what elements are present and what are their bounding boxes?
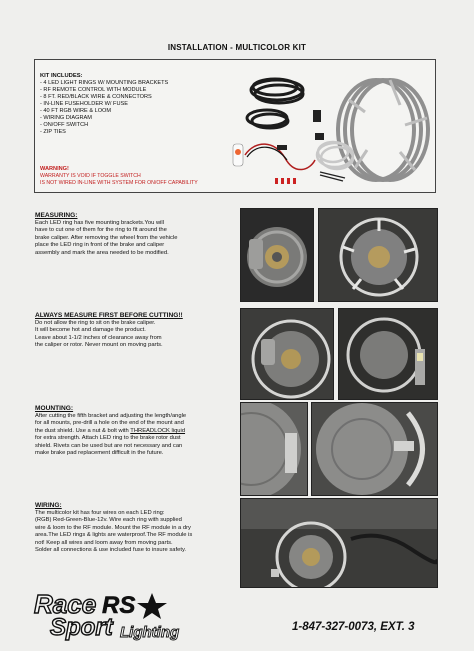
text-line: shield. Rivets can be used but are not necessary and can xyxy=(35,442,183,449)
kit-item: - RF REMOTE CONTROL WITH MODULE xyxy=(40,87,147,93)
kit-item: - IN-LINE FUSEHOLDER W/ FUSE xyxy=(40,101,128,107)
measuring-section xyxy=(35,212,235,257)
text-line: It will become hot and damage the product. xyxy=(35,327,146,334)
text-line: The multicolor kit has four wires on each LED ring: xyxy=(35,510,165,516)
text-line: brake caliper. After removing the wheel from the vehicle xyxy=(35,234,178,241)
logo-rs: RS xyxy=(102,592,136,619)
kit-product-photo xyxy=(215,60,433,190)
logo-sport: Sport xyxy=(50,614,113,641)
warning-line: WARRANTY IS VOID IF TOGGLE SWITCH xyxy=(40,173,141,179)
measure-first-text xyxy=(35,320,235,350)
text-fragment: the dust shield. Use a nut & bolt with xyxy=(35,427,131,434)
text-line: (RGB) Red-Green-Blue-12v. Wire each ring with supplied xyxy=(35,517,182,524)
kit-item: - ZIP TIES xyxy=(40,129,66,135)
threadlock-text: THREADLOCK liquid xyxy=(130,427,186,434)
mounting-heading: MOUNTING: xyxy=(35,405,74,412)
text-line: for all mounts, pre-drill a hole on the end of the mount and xyxy=(35,420,184,427)
text-line: Do not allow the ring to sit on the brake caliper. xyxy=(35,320,156,326)
photo-ring-bolted xyxy=(311,402,438,496)
photo-bracket-drill xyxy=(240,402,308,496)
mounting-text xyxy=(35,413,240,457)
warning-line: IS NOT WIRED IN-LINE WITH SYSTEM FOR ON/OFF CAPABILITY xyxy=(40,179,198,186)
kit-item: - ON/OFF SWITCH xyxy=(40,122,89,128)
logo-lighting: Lighting xyxy=(120,624,180,641)
page-title: INSTALLATION - MULTICOLOR KIT xyxy=(167,43,307,52)
text-line: make brake pad replacement difficult in the future. xyxy=(35,450,164,457)
photo-wiring-installed xyxy=(240,498,438,588)
phone-number: 1-847-327-0073, EXT. 3 xyxy=(292,621,415,633)
text-line: Solder all connections & use included fuse to insure safety. xyxy=(35,547,187,554)
logo-race: Race xyxy=(34,589,97,619)
text-line: Leave about 1-1/2 inches of clearance away from xyxy=(35,334,162,341)
measure-first-section xyxy=(35,312,235,350)
text-line: not! Keep all wires and loom away from moving parts. xyxy=(35,539,173,546)
kit-heading: KIT INCLUDES: xyxy=(40,73,83,79)
wiring-heading: WIRING: xyxy=(35,502,62,509)
kit-item: - WIRING DIAGRAM xyxy=(40,115,92,121)
text-line: place the LED ring in front of the brake and caliper xyxy=(35,242,165,249)
photo-brake-ring-measure xyxy=(240,208,314,302)
photo-ring-installed xyxy=(338,308,438,400)
kit-item: - 8 FT. RED/BLACK WIRE & CONNECTORS xyxy=(40,94,152,100)
warning-heading: WARNING! xyxy=(40,166,69,172)
text-line: assembly and mark the area needed to be modified. xyxy=(35,249,169,256)
kit-item: - 40 FT RGB WIRE & LOOM xyxy=(40,108,112,114)
star-icon xyxy=(137,593,167,619)
photo-clearance-check xyxy=(240,308,334,400)
text-line: area.The LED rings & lights are waterproof.The RF module is xyxy=(35,532,193,539)
kit-item: - 4 LED LIGHT RINGS W/ MOUNTING BRACKETS xyxy=(40,80,169,86)
wiring-section xyxy=(35,502,240,554)
text-line: After cutting the fifth bracket and adjusting the length/angle xyxy=(35,413,187,419)
warning-text xyxy=(40,173,198,187)
text-line: have to cut one of them for the ring to fit around the xyxy=(35,227,167,234)
measuring-text xyxy=(35,220,235,257)
kit-item-list xyxy=(40,80,168,136)
text-line: the caliper or rotor. Never mount on moving parts. xyxy=(35,342,163,349)
photo-ring-around-brake xyxy=(318,208,438,302)
wiring-text xyxy=(35,510,240,554)
racesport-lighting-logo xyxy=(32,587,222,643)
kit-contents-box xyxy=(34,59,436,193)
text-line: for extra strength. Attach LED ring to the brake rotor dust xyxy=(35,435,181,442)
text-line xyxy=(35,428,240,435)
measuring-heading: MEASURING: xyxy=(35,212,78,219)
measure-first-heading: ALWAYS MEASURE FIRST BEFORE CUTTING!! xyxy=(35,312,183,319)
text-line: Each LED ring has five mounting brackets.You will xyxy=(35,220,164,226)
text-line: wire & loom to the RF module. Mount the RF module in a dry xyxy=(35,524,191,531)
mounting-section xyxy=(35,405,240,457)
